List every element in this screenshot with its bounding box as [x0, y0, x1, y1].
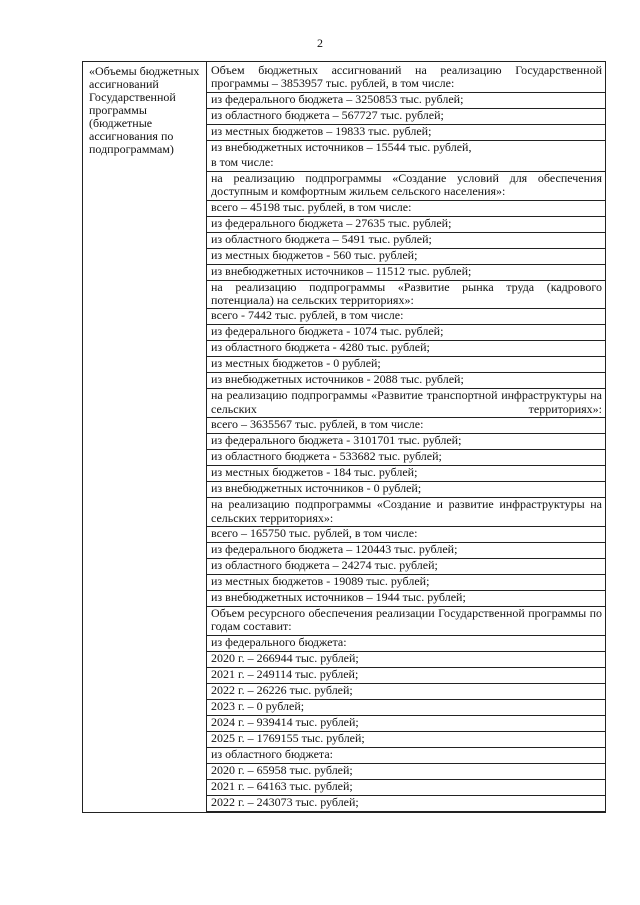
- table-row: 2025 г. – 1769155 тыс. рублей;: [207, 732, 605, 748]
- table-row: из местных бюджетов - 19089 тыс. рублей;: [207, 575, 605, 591]
- table-row: 2020 г. – 65958 тыс. рублей;: [207, 764, 605, 780]
- table-row: 2021 г. – 64163 тыс. рублей;: [207, 780, 605, 796]
- table-row: на реализацию подпрограммы «Развитие рынка труда (кадрового потенциала) на сельских территориях»:: [207, 281, 605, 310]
- page-number: 2: [317, 36, 323, 50]
- table-row: Объем бюджетных ассигнований на реализацию Государственной программы – 3853957 тыс. рублей, в том числе:: [207, 62, 605, 93]
- table-row: из областного бюджета - 533682 тыс. рублей;: [207, 450, 605, 466]
- table-row: из областного бюджета - 4280 тыс. рублей;: [207, 341, 605, 357]
- table-row: из областного бюджета – 24274 тыс. рублей;: [207, 559, 605, 575]
- table-row: из внебюджетных источников – 1944 тыс. рублей;: [207, 591, 605, 607]
- table-row: из местных бюджетов – 19833 тыс. рублей;: [207, 125, 605, 141]
- table-row: 2020 г. – 266944 тыс. рублей;: [207, 652, 605, 668]
- table-row: из областного бюджета – 567727 тыс. рублей;: [207, 109, 605, 125]
- table-row: всего – 165750 тыс. рублей, в том числе:: [207, 527, 605, 543]
- table-row: из областного бюджета – 5491 тыс. рублей;: [207, 233, 605, 249]
- table-row: из местных бюджетов - 184 тыс. рублей;: [207, 466, 605, 482]
- table-row: 2024 г. – 939414 тыс. рублей;: [207, 716, 605, 732]
- table-row: из федерального бюджета – 27635 тыс. рублей;: [207, 217, 605, 233]
- table-row: на реализацию подпрограммы «Развитие транспортной инфраструктуры на сельских территориях»:: [207, 389, 605, 418]
- table-row: 2021 г. – 249114 тыс. рублей;: [207, 668, 605, 684]
- row-label-cell: «Объемы бюджетных ассигнований Государственной программы (бюджетные ассигнования по подпрограммам): [83, 62, 207, 812]
- content-cell: [207, 62, 605, 812]
- table-row: всего - 7442 тыс. рублей, в том числе:: [207, 309, 605, 325]
- table-row: всего – 45198 тыс. рублей, в том числе:: [207, 201, 605, 217]
- table-row: из внебюджетных источников – 15544 тыс. рублей,: [211, 139, 472, 154]
- table-row: из местных бюджетов - 0 рублей;: [207, 357, 605, 373]
- table-row: из внебюджетных источников – 11512 тыс. рублей;: [207, 265, 605, 281]
- table-row: Объем ресурсного обеспечения реализации Государственной программы по годам составит:: [207, 607, 605, 636]
- table-row: в том числе:: [207, 156, 605, 172]
- table-row: на реализацию подпрограммы «Создание условий для обеспечения доступным и комфортным жильем сельского населения»:: [207, 172, 605, 201]
- table-row: всего – 3635567 тыс. рублей, в том числе:: [207, 418, 605, 434]
- table-row: из местных бюджетов - 560 тыс. рублей;: [207, 249, 605, 265]
- table-row: из областного бюджета:: [207, 748, 605, 764]
- budget-table: [82, 61, 606, 813]
- table-row: из федерального бюджета – 120443 тыс. рублей;: [207, 543, 605, 559]
- table-row: 2023 г. – 0 рублей;: [207, 700, 605, 716]
- table-row: из федерального бюджета - 3101701 тыс. рублей;: [207, 434, 605, 450]
- table-row: из федерального бюджета:: [207, 636, 605, 652]
- table-row: на реализацию подпрограммы «Создание и развитие инфраструктуры на сельских территориях»:: [207, 498, 605, 527]
- table-row: из внебюджетных источников - 0 рублей;: [207, 482, 605, 498]
- table-row: из федерального бюджета – 3250853 тыс. рублей;: [207, 93, 605, 109]
- table-row: 2022 г. – 26226 тыс. рублей;: [207, 684, 605, 700]
- table-row: 2022 г. – 243073 тыс. рублей;: [207, 796, 605, 812]
- table-row: из внебюджетных источников - 2088 тыс. рублей;: [207, 373, 605, 389]
- table-row: из федерального бюджета - 1074 тыс. рублей;: [207, 325, 605, 341]
